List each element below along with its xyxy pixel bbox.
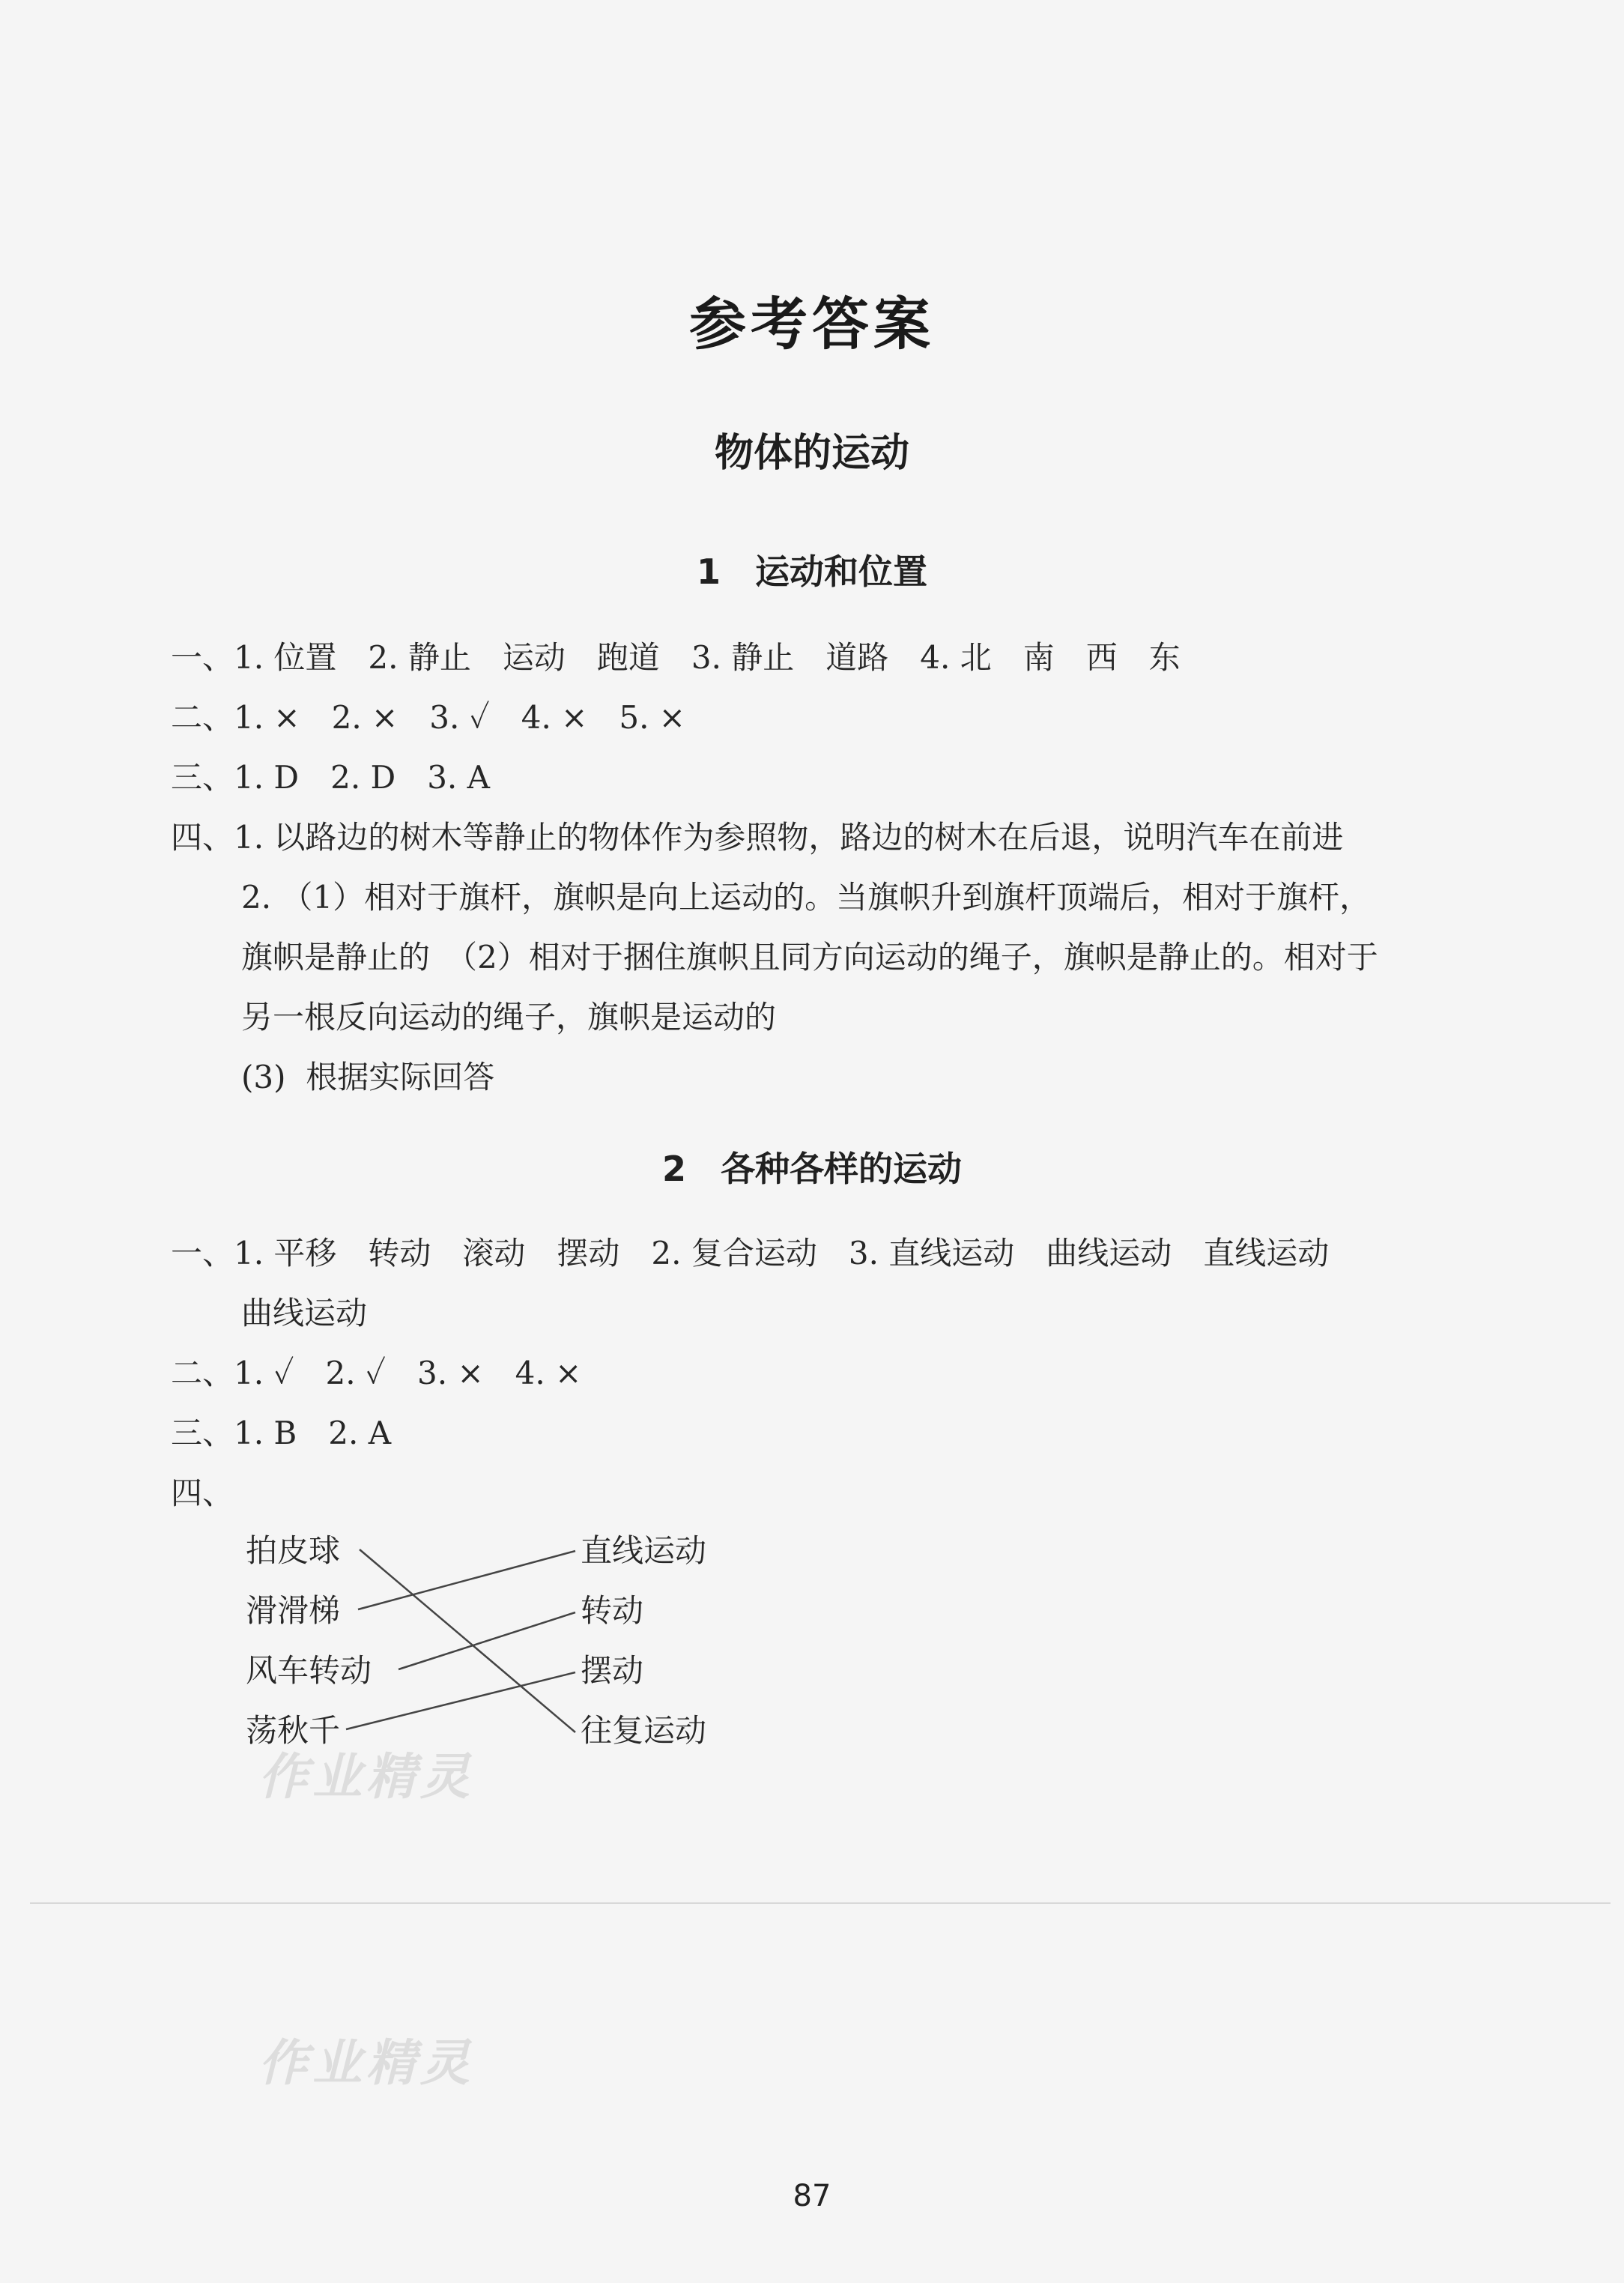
s1-answer-line-6: 旗帜是静止的 （2）相对于捆住旗帜且同方向运动的绳子，旗帜是静止的。相对于 — [241, 939, 1378, 976]
section1-heading: 1 运动和位置 — [696, 551, 927, 592]
match-right-3: 摆动 — [581, 1652, 644, 1689]
match-left-3: 风车转动 — [246, 1652, 372, 1689]
match-line-3 — [399, 1612, 575, 1669]
match-line-4 — [346, 1672, 575, 1729]
match-left-1: 拍皮球 — [246, 1532, 341, 1569]
s2-answer-line-1: 一、1. 平移 转动 滚动 摆动 2. 复合运动 3. 直线运动 曲线运动 直线运动 — [171, 1235, 1330, 1271]
watermark-1: 作业精灵 — [258, 1747, 474, 1806]
match-line-1 — [360, 1549, 575, 1732]
s1-answer-line-7: 另一根反向运动的绳子，旗帜是运动的 — [241, 999, 777, 1035]
s1-answer-line-8: (3) 根据实际回答 — [241, 1059, 495, 1095]
match-left-2: 滑滑梯 — [246, 1592, 341, 1629]
s2-answer-line-2: 曲线运动 — [241, 1295, 368, 1331]
match-right-4: 往复运动 — [581, 1712, 707, 1749]
match-line-2 — [358, 1551, 575, 1609]
section2-heading: 2 各种各样的运动 — [661, 1149, 962, 1189]
s1-answer-line-4: 四、1. 以路边的树木等静止的物体作为参照物，路边的树木在后退，说明汽车在前进 — [171, 819, 1344, 856]
s1-answer-line-1: 一、1. 位置 2. 静止 运动 跑道 3. 静止 道路 4. 北 南 西 东 — [171, 639, 1181, 676]
s1-answer-line-2: 二、1. × 2. × 3. ✓ 4. × 5. × — [171, 699, 685, 736]
unit-title: 物体的运动 — [714, 430, 909, 476]
watermark-2: 作业精灵 — [258, 2033, 474, 2092]
match-left-4: 荡秋千 — [246, 1712, 341, 1749]
match-right-1: 直线运动 — [581, 1532, 707, 1569]
page-divider — [30, 1902, 1611, 1904]
s2-answer-line-5: 四、 — [171, 1475, 234, 1511]
page-title: 参考答案 — [689, 291, 935, 357]
s2-answer-line-3: 二、1. ✓ 2. ✓ 3. × 4. × — [171, 1355, 582, 1391]
s2-answer-line-4: 三、1. B 2. A — [171, 1415, 392, 1451]
match-right-2: 转动 — [581, 1592, 644, 1629]
page-number: 87 — [793, 2179, 831, 2213]
s1-answer-line-3: 三、1. D 2. D 3. A — [171, 759, 490, 796]
s1-answer-line-5: 2. （1）相对于旗杆，旗帜是向上运动的。当旗帜升到旗杆顶端后，相对于旗杆， — [241, 879, 1372, 916]
